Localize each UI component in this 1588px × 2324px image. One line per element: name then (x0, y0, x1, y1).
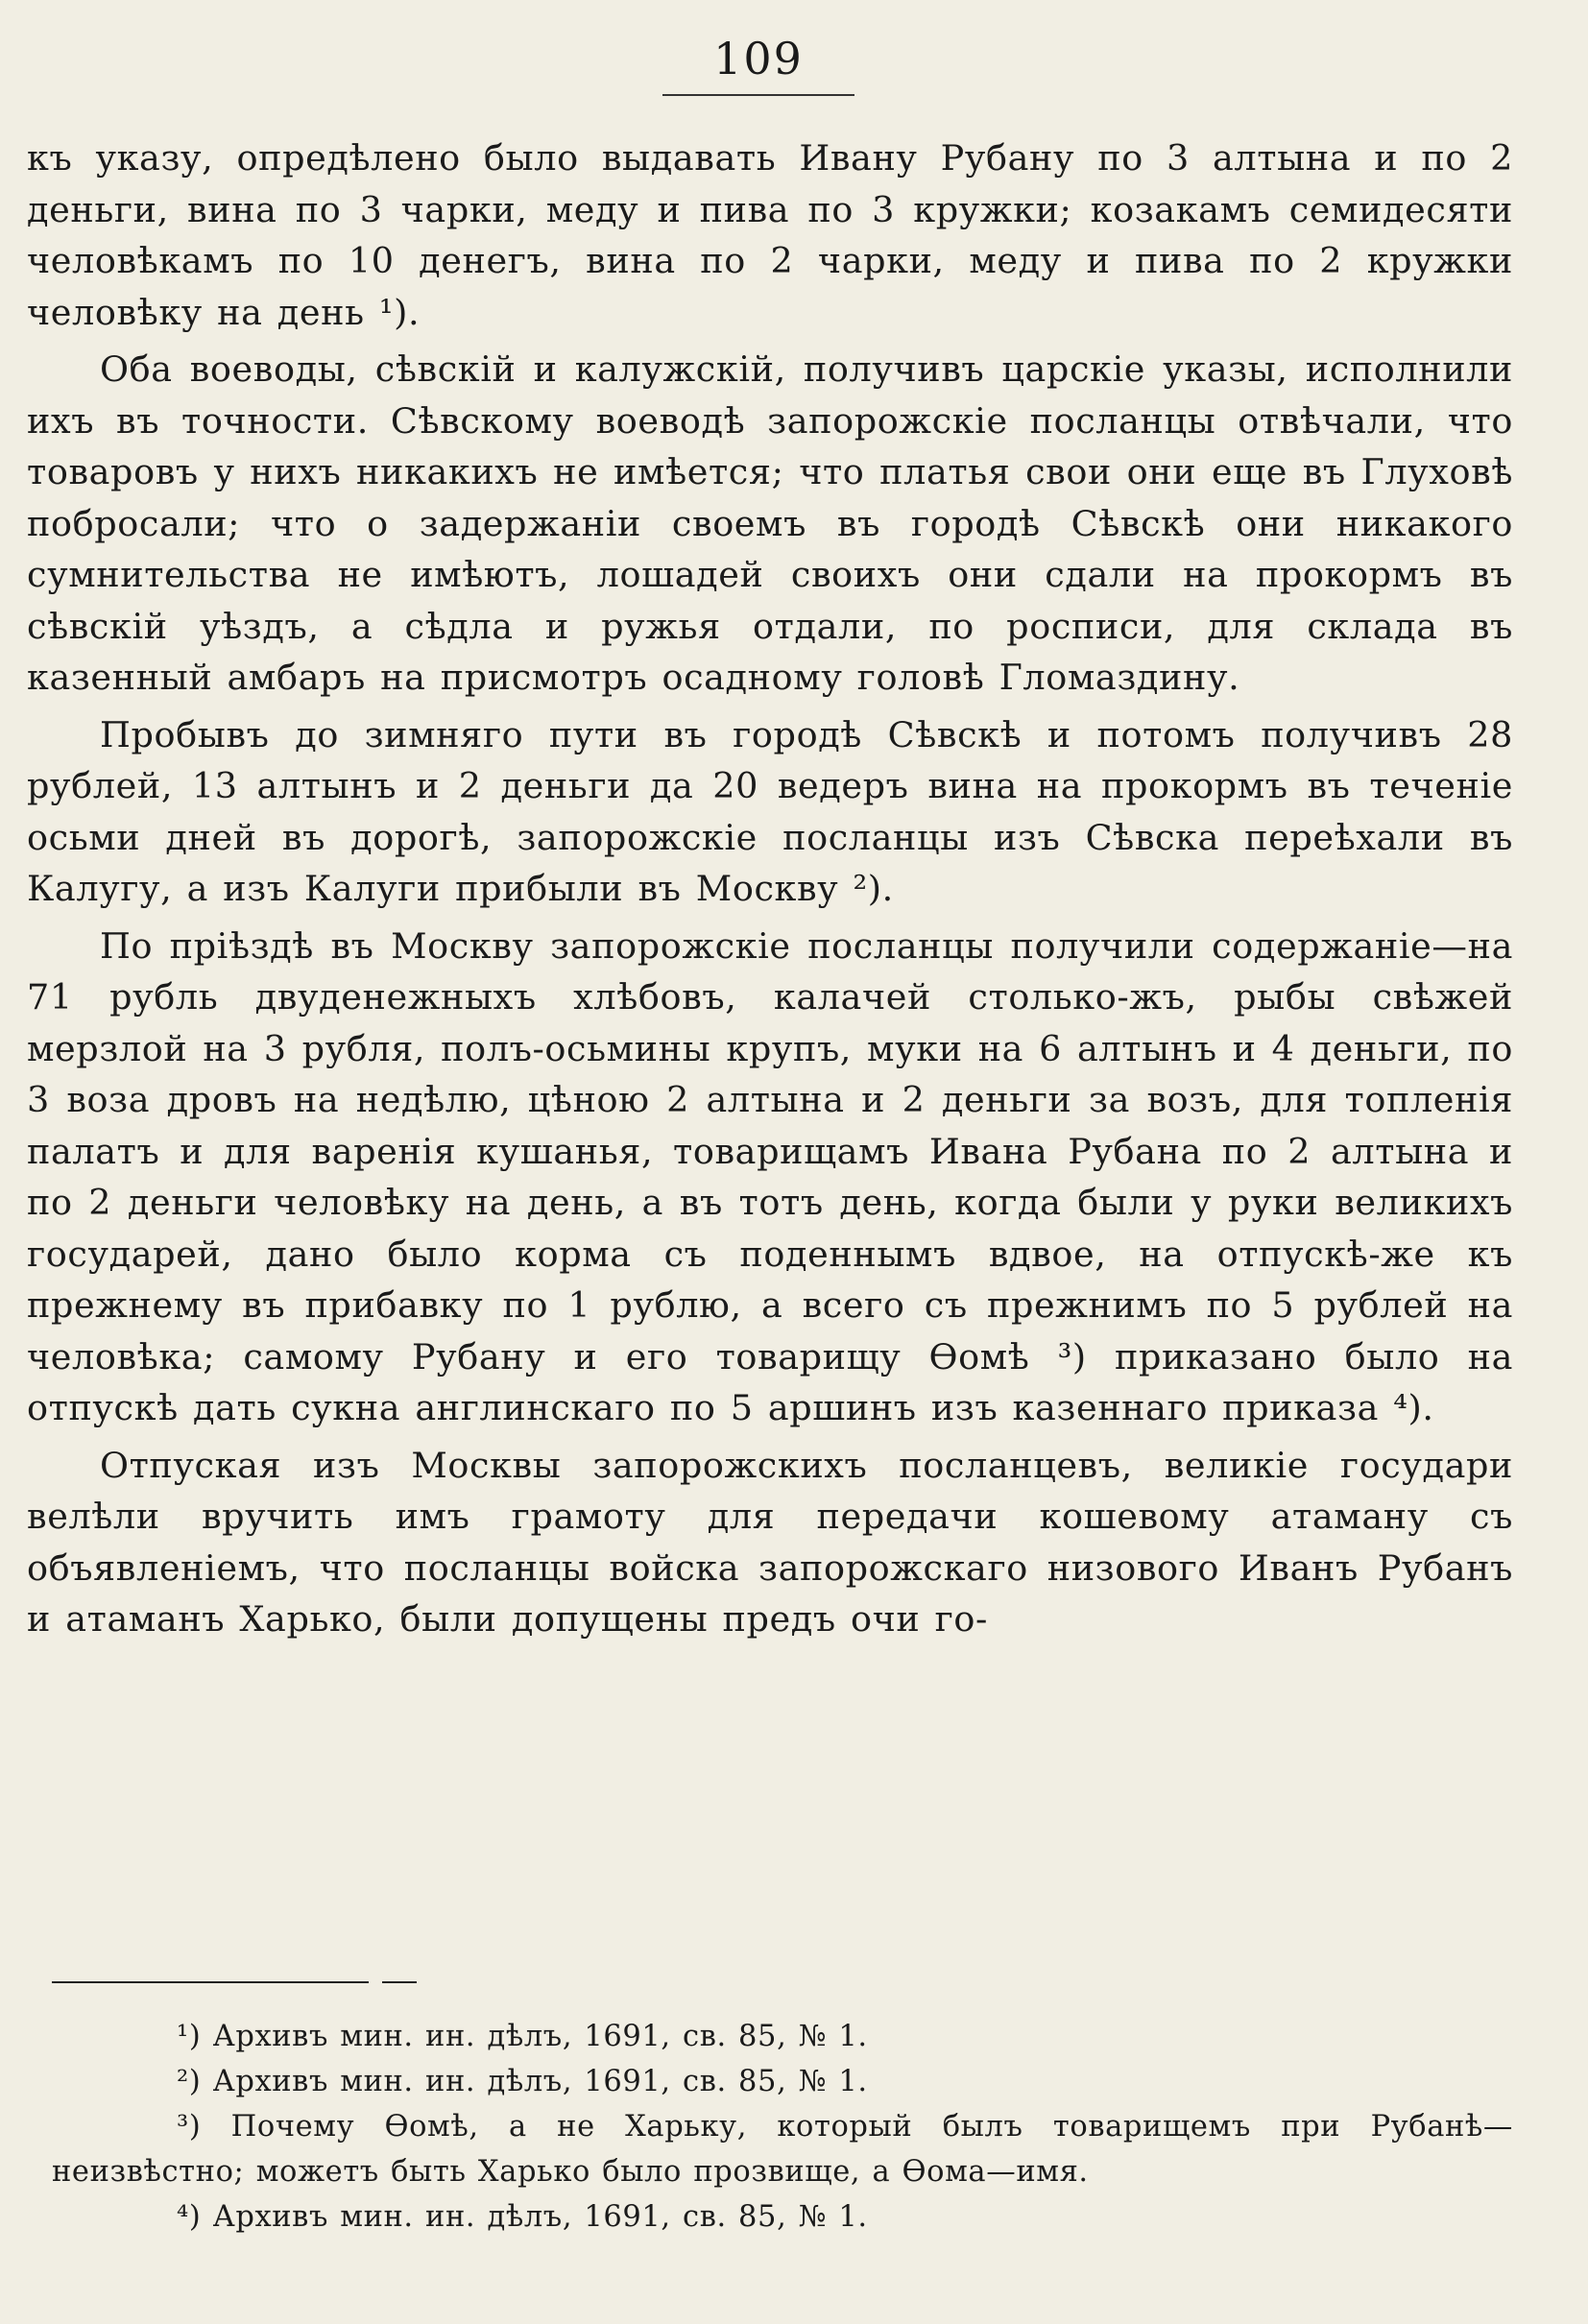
footnote: ⁴) Архивъ мин. ин. дѣлъ, 1691, св. 85, № 1. (177, 2200, 868, 2234)
page-number-rule (662, 94, 854, 96)
footnote: ¹) Архивъ мин. ин. дѣлъ, 1691, св. 85, № 1. (177, 2020, 868, 2053)
footnote-divider-tail (382, 1981, 417, 1983)
footnotes (52, 2014, 1513, 2240)
paragraph: Оба воеводы, сѣвскій и калужскій, получивъ царскіе указы, исполнили ихъ въ точности. Сѣвскому воеводѣ запорожскіе посланцы отвѣчали, что товаровъ у нихъ никакихъ не имѣется; что платья свои они еще въ Глуховѣ побросали; что о задержаніи своемъ въ городѣ Сѣвскѣ они никакого сумнительства не имѣютъ, лошадей своихъ они сдали на прокормъ въ сѣвскій уѣздъ, а сѣдла и ружья отдали, по росписи, для склада въ казенный амбаръ на присмотръ осадному головѣ Гломаздину. (27, 348, 1513, 698)
paragraph: По пріѣздѣ въ Москву запорожскіе посланцы получили содержаніе—на 71 рубль двуденежныхъ хлѣбовъ, калачей столько-жъ, рыбы свѣжей мерзлой на 3 рубля, полъ-осьмины крупъ, муки на 6 алтынъ и 4 деньги, по 3 воза дровъ на недѣлю, цѣною 2 алтына и 2 деньги за возъ, для топленія палатъ и для варенія кушанья, товарищамъ Ивана Рубана по 2 алтына и по 2 деньги человѣку на день, а въ тотъ день, когда были у руки великихъ государей, дано было корма съ поденнымъ вдвое, на отпускѣ-же къ прежнему въ прибавку по 1 рублю, а всего съ прежнимъ по 5 рублей на человѣка; самому Рубану и его товарищу Ѳомѣ ³) приказано было на отпускѣ дать сукна англинскаго по 5 аршинъ изъ казеннаго приказа ⁴). (27, 924, 1513, 1428)
footnote: ³) Почему Ѳомѣ, а не Харьку, который былъ товарищемъ при Рубанѣ—неизвѣстно; можетъ быть Харько было прозвище, а Ѳома—имя. (52, 2110, 1513, 2189)
footnote-divider (52, 1981, 369, 1983)
body-text (27, 132, 1513, 1645)
paragraph: Отпуская изъ Москвы запорожскихъ посланцевъ, великіе государи велѣли вручить имъ грамоту для передачи кошевому атаману съ объявленіемъ, что посланцы войска запорожскаго низового Иванъ Рубанъ и атаманъ Харько, были допущены предъ очи го- (27, 1444, 1513, 1640)
footnote: ²) Архивъ мин. ин. дѣлъ, 1691, св. 85, № 1. (177, 2065, 868, 2098)
page-number: 109 (713, 33, 804, 84)
paragraph: къ указу, опредѣлено было выдавать Ивану Рубану по 3 алтына и по 2 деньги, вина по 3 чарки, меду и пива по 3 кружки; козакамъ семидесяти человѣкамъ по 10 денегъ, вина по 2 чарки, меду и пива по 2 кружки человѣку на день ¹). (27, 137, 1513, 333)
paragraph: Пробывъ до зимняго пути въ городѣ Сѣвскѣ и потомъ получивъ 28 рублей, 13 алтынъ и 2 деньги да 20 ведеръ вина на прокормъ въ теченіе осьми дней въ дорогѣ, запорожскіе посланцы изъ Сѣвска переѣхали въ Калугу, а изъ Калуги прибыли въ Москву ²). (27, 713, 1513, 909)
